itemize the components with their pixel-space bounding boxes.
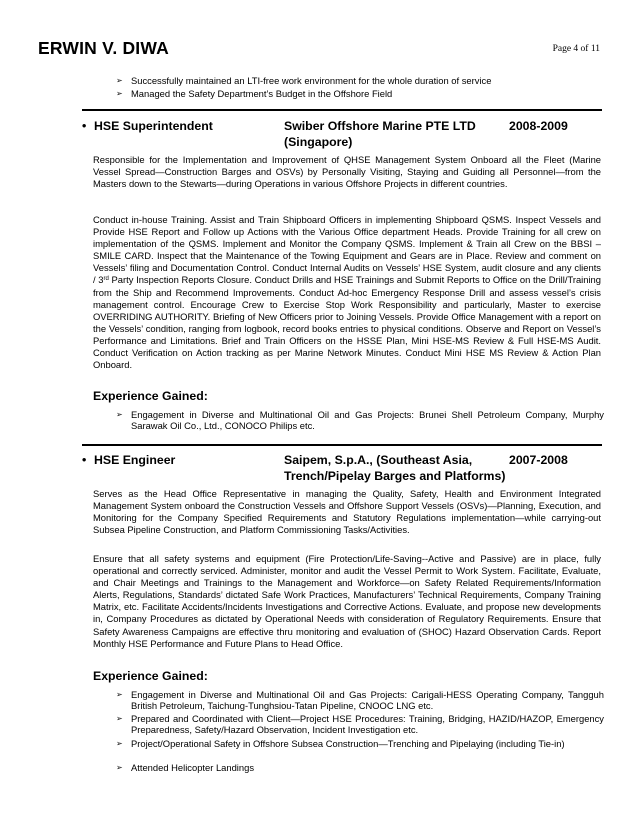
employment-dates: 2007-2008 [509, 453, 568, 467]
arrow-bullet-icon: ➢ [116, 763, 123, 772]
section-divider [82, 109, 602, 111]
company-name: Swiber Offshore Marine PTE LTD (Singapore) [284, 119, 476, 149]
experience-heading: Experience Gained: [93, 669, 208, 683]
job-description: Responsible for the Implementation and Improvement of QHSE Management System Onboard all the Fleet (Marine Vessel Spread—Construction Barges and OSVs) by Personally Visiting, Staying and Guiding all Personnel—from the Masters down to the Stewarts—during Operations in various Offshore Projects in different countries. [93, 154, 601, 190]
arrow-bullet-icon: ➢ [116, 89, 123, 98]
bullet-dot-icon: • [82, 119, 87, 133]
bullet-dot-icon: • [82, 453, 87, 467]
job-responsibilities: Conduct in-house Training. Assist and Train Shipboard Officers in implementing Shipboard QSMS. Inspect Vessels and Provide HSE Report and Follow up Actions with the Various Office department Heads. Provide Training for all crew on implementation of the QSMS. Implement and Monitor the Company QSMS. Implement & Train all Crew on the BBSI – SMILE CARD. Inspect that the Maintenance of the Towing Equipment and Gears are in Place. Review and comment on Vessels’ filing and Documentation Control. Conduct Internal Audits on Vessels’ HSE System, audit closure and any clients / 3rd Party Inspection Reports Closure. Conduct Drills and HSE Trainings and Submit Reports to Office on the Drill/Training from the Ship and Recommend Improvements. Conduct Ad-hoc Emergency Response Drill and assess vessel’s crisis management control. Encourage Crew to Exercise Stop Work Responsibility and particularly, Master to exercise OVERRIDING AUTHORITY. Briefing of New Officers prior to Joining Vessels. Provide Office Management with a report on the Vessels’ condition, ranging from logbook, record books entries to physical conditions. Observe and Report on Vessel’s Performance and Limitations. Brief and Train Officers on the HSSE Plan, Mini HSE-MS Review & Full HSE-MS Audit. Conduct Verification on Action tracking as per Marine Network Minutes. Conduct Mini HSE MS Review & Action Plan Onboard. [93, 214, 601, 371]
section-divider [82, 444, 602, 446]
page-number: Page 4 of 11 [552, 44, 600, 54]
job-description: Serves as the Head Office Representative in managing the Quality, Safety, Health and Environment Integrated Management System onboard the Construction Vessels and Offshore Support Vessels (OSVs)—Planning, Execution, and Monitoring for the Company Specified Requirements and Statutory Regulations implementation—while carrying-out Subsea Pipeline Construction, and Platform Commissioning Tasks/Activities. [93, 488, 601, 536]
resume-page: ERWIN V. DIWA Page 4 of 11 ➢ Successfully maintained an LTI-free work environment for the whole duration of service ➢ Managed the Safety Department’s Budget in the Offshore Field • HSE Superintendent Swiber Offshore Marine PTE LTD (Singapore) 2008-2009 Responsible for the Implementation and Improvement of QHSE Management System Onboard all the Fleet (Marine Vessel Spread—Construction Barges and OSVs) by Personally Visiting, Staying and Guiding all Personnel—from the Masters down to the Stewarts—during Operations in various Offshore Projects in different countries. Conduct in-house Training. Assist and Train Shipboard Officers in implementing Shipboard QSMS. Inspect Vessels and Provide HSE Report and Follow up Actions with the Various Office department Heads. Provide Training for all crew on implementation of the QSMS. Implement and Monitor the Company QSMS. Implement & Train all Crew on the BBSI – SMILE CARD. Inspect that the Maintenance of the Towing Equipment and Gears are in Place. Review and comment on Vessels’ filing and Documentation Control. Conduct Internal Audits on Vessels’ HSE System, audit closure and any clients / 3rd Party Inspection Reports Closure. Conduct Drills and HSE Trainings and Submit Reports to Office on the Drill/Training from the Ship and Recommend Improvements. Conduct Ad-hoc Emergency Response Drill and assess vessel’s crisis management control. Encourage Crew to Exercise Stop Work Responsibility and particularly, Master to exercise OVERRIDING AUTHORITY. Briefing of New Officers prior to Joining Vessels. Provide Office Management with a report on the Vessels’ condition, ranging from logbook, record books entries to physical conditions. Observe and Report on Vessel’s Performance and Limitations. Brief and Train Officers on the HSSE Plan, Mini HSE-MS Review & Full HSE-MS Audit. Conduct Verification on Action tracking as per Marine Network Minutes. Conduct Mini HSE MS Review & Action Plan Onboard. Experience Gained: ➢ Engagement in Diverse and Multinational Oil and Gas Projects: Brunei Shell Petroleum Company, Murphy Sarawak Oil Co., Ltd., CONOCO Philips etc. • HSE Engineer Saipem, S.p.A., (Southeast Asia, Trench/Pipelay Barges and Platforms) 2007-2008 Serves as the Head Office Representative in managing the Quality, Safety, Health and Environment Integrated Management System onboard the Construction Vessels and Offshore Support Vessels (OSVs)—Planning, Execution, and Monitoring for the Company Specified Requirements and Statutory Regulations implementation—while carrying-out Subsea Pipeline Construction, and Platform Commissioning Tasks/Activities. Ensure that all safety systems and equipment (Fire Protection/Life-Saving--Active and Passive) are in place, fully operational and correctly serviced. Administer, monitor and audit the Vessel Permit to Work System. Facilitate, Evaluate, and Chair Meetings and Trainings to the Management and Workforce—on Safety Related Requirements/Information Alerts, Regulations, Standards’ dictated Safe Work Practices, Manufacturers’ Technical Requirements, Company Training Matrix, etc. Facilitate Accidents/Incidents Investigations and Corrective Actions. Evaluate, and propose new developments in, Company Procedures as dictated by Operational Needs with consideration of Regulatory Requirements. Ensure that Safety Awareness Campaigns are effective thru monitoring and evaluation of (SHOC) Hazard Observation Cards. Report Monthly HSE Performance and Future Plans to Head Office. Experience Gained: ➢ Engagement in Diverse and Multinational Oil and Gas Projects: Carigali-HESS Operating Company, Tangguh British Petroleum, Taichung-Tunghsiou-Tatan Pipeline, CNOOC LNG etc. ➢ Prepared and Coordinated with Client—Project HSE Procedures: Training, Bridging, HAZID/HAZOP, Emergency Preparedness, Safety/Hazard Observation, Incident Investigation etc. ➢ Project/Operational Safety in Offshore Subsea Construction—Trenching and Pipelaying (including Tie-in) ➢ Attended Helicopter Landings [38, 38, 604, 773]
job-responsibilities: Ensure that all safety systems and equipment (Fire Protection/Life-Saving--Active and Passive) are in place, fully operational and correctly serviced. Administer, monitor and audit the Vessel Permit to Work System. Facilitate, Evaluate, and Chair Meetings and Trainings to the Management and Workforce—on Safety Related Requirements/Information Alerts, Regulations, Standards’ dictated Safe Work Practices, Manufacturers’ Technical Requirements, Company Training Matrix, etc. Facilitate Accidents/Incidents Investigations and Corrective Actions. Evaluate, and propose new developments in, Company Procedures as dictated by Operational Needs with consideration of Regulatory Requirements. Ensure that Safety Awareness Campaigns are effective thru monitoring and evaluation of (SHOC) Hazard Observation Cards. Report Monthly HSE Performance and Future Plans to Head Office. [93, 553, 601, 649]
employment-dates: 2008-2009 [509, 119, 568, 133]
arrow-bullet-icon: ➢ [116, 410, 123, 419]
company-name: Saipem, S.p.A., (Southeast Asia, Trench/Pipelay Barges and Platforms) [284, 453, 506, 483]
job-title: • HSE Superintendent [82, 119, 213, 133]
arrow-bullet-icon: ➢ [116, 690, 123, 699]
experience-heading: Experience Gained: [93, 389, 208, 403]
arrow-bullet-icon: ➢ [116, 714, 123, 723]
arrow-bullet-icon: ➢ [116, 739, 123, 748]
job-title: • HSE Engineer [82, 453, 176, 467]
candidate-name: ERWIN V. DIWA [38, 38, 169, 58]
arrow-bullet-icon: ➢ [116, 76, 123, 85]
superscript-ordinal: rd [103, 276, 109, 283]
